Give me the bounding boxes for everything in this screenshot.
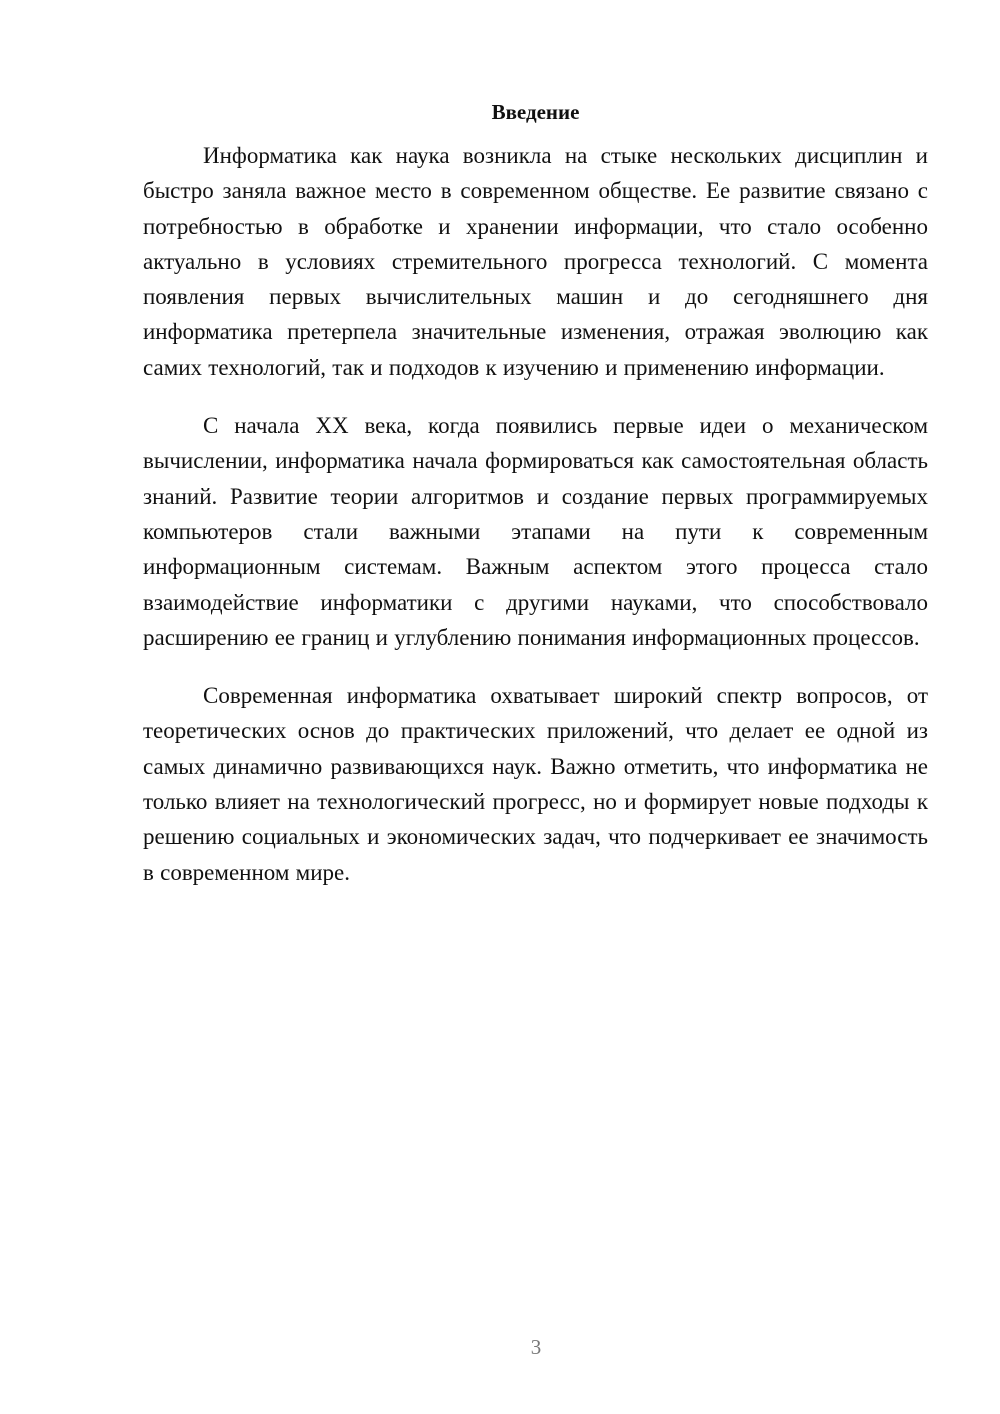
paragraph-1: Информатика как наука возникла на стыке нескольких дисциплин и быстро заняла важное место в современном обществе. Ее развитие связано с потребностью в обработке и хранении информации, что стало особенно актуально в условиях стремительного прогресса технологий. С момента появления первых вычислительных машин и до сегодняшнего дня информатика претерпела значительные изменения, отражая эволюцию как самих технологий, так и подходов к изучению и применению информации. <box>143 143 928 380</box>
paragraph-3: Современная информатика охватывает широкий спектр вопросов, от теоретических основ до практических приложений, что делает ее одной из самых динамично развивающихся наук. Важно отметить, что информатика не только влияет на технологический прогресс, но и формирует новые подходы к решению социальных и экономических задач, что подчеркивает ее значимость в современном мире. <box>143 683 928 885</box>
document-title: Введение <box>491 100 580 124</box>
page-number: 3 <box>530 1335 542 1359</box>
paragraph-2: С начала XX века, когда появились первые идеи о механическом вычислении, информатика начала формироваться как самостоятельная область знаний. Развитие теории алгоритмов и создание первых программируемых компьютеров стали важными этапами на пути к современным информационным системам. Важным аспектом этого процесса стало взаимодействие информатики с другими науками, что способствовало расширению ее границ и углублению понимания информационных процессов. <box>143 413 928 650</box>
document-content <box>143 98 928 913</box>
